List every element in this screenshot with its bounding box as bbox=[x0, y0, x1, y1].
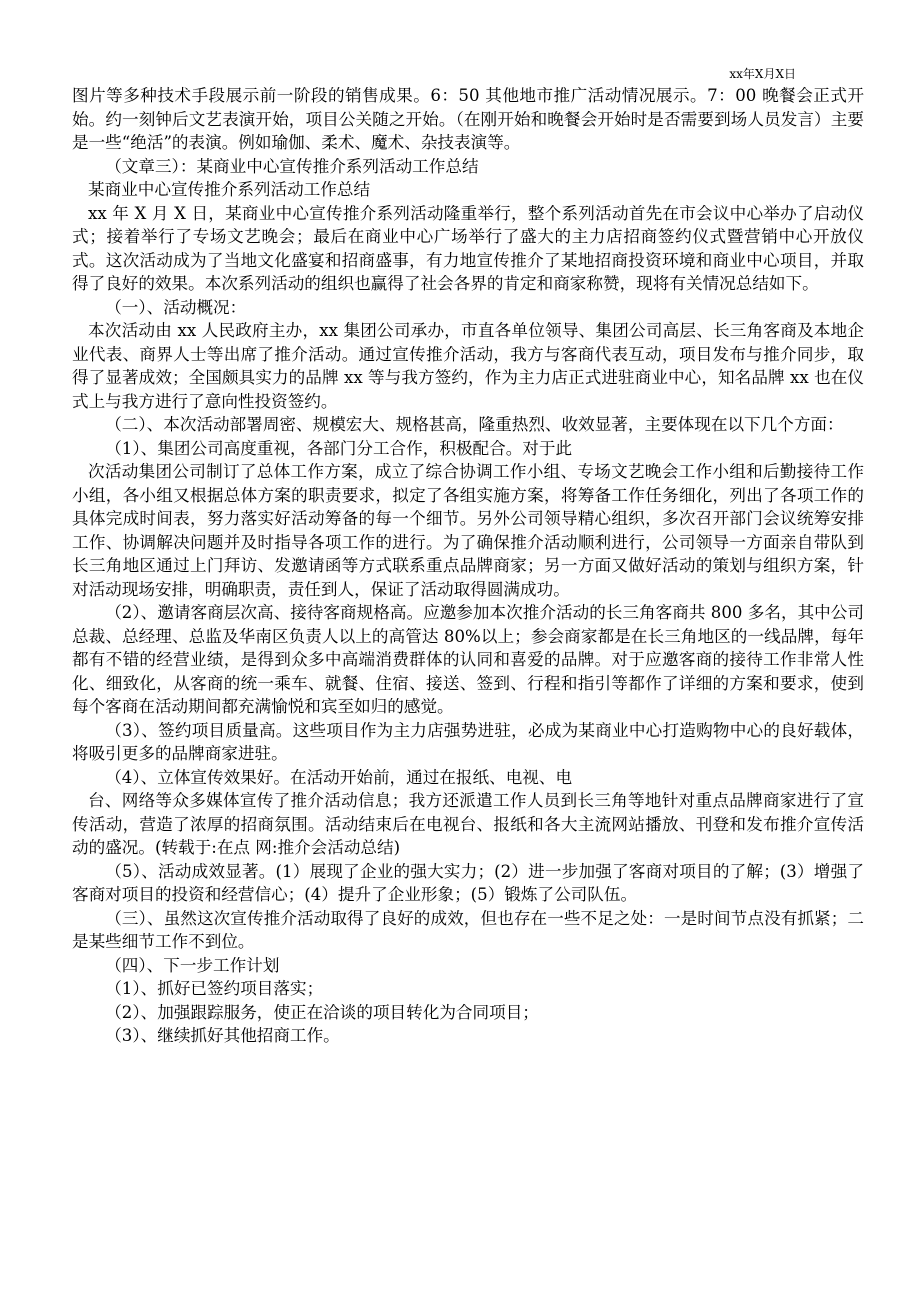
paragraph-plan-3: （3）、继续抓好其他招商工作。 bbox=[105, 1026, 340, 1045]
paragraph-point-1-body: 次活动集团公司制订了总体工作方案，成立了综合协调工作小组、专场文艺晚会工作小组和后勤接待工作小组，各小组又根据总体方案的职责要求，拟定了各组实施方案，将筹备工作任务细化，列出了各项工作的具体完成时间表，努力落实好活动筹备的每一个细节。另外公司领导精心组织，多次召开部门会议统筹安排工作、协调解决问题并及时指导各项工作的进行。为了确保推介活动顺利进行，公司领导一方面亲自带队到长三角地区通过上门拜访、发邀请函等方式联系重点品牌商家；另一方面又做好活动的策划与组织方案，针对活动现场安排，明确职责，责任到人，保证了活动取得圆满成功。 bbox=[72, 462, 864, 599]
paragraph-section-2-heading: （二）、本次活动部署周密、规模宏大、规格甚高，隆重热烈、收效显著，主要体现在以下几个方面： bbox=[105, 415, 844, 434]
paragraph-title: 某商业中心宣传推介系列活动工作总结 bbox=[88, 180, 371, 199]
page-header-date: xx年X月X日 bbox=[729, 67, 796, 81]
paragraph-section-4-heading: （四）、下一步工作计划 bbox=[105, 955, 280, 975]
paragraph-intro: xx 年 X 月 X 日，某商业中心宣传推介系列活动隆重举行，整个系列活动首先在市会议中心举办了启动仪式；接着举行了专场文艺晚会；最后在商业中心广场举行了盛大的主力店招商签约仪式暨营销中心开放仪式。这次活动成为了当地文化盛宴和招商盛事，有力地宣传推介了某地招商投资环境和商业中心项目，并取得了良好的效果。本次系列活动的组织也赢得了社会各界的肯定和商家称赞，现将有关情况总结如下。 bbox=[72, 203, 864, 293]
paragraph-overview: 本次活动由 xx 人民政府主办，xx 集团公司承办，市直各单位领导、集团公司高层、长三角客商及本地企业代表、商界人士等出席了推介活动。通过宣传推介活动，我方与客商代表互动，项目发布与推介同步，取得了显著成效；全国颇具实力的品牌 xx 等与我方签约，作为主力店正式进驻商业中心，知名品牌 xx 也在仪式上与我方进行了意向性投资签约。 bbox=[72, 321, 864, 411]
paragraph-section-1-heading: （一）、活动概况： bbox=[105, 297, 247, 317]
paragraph-point-3: （3）、签约项目质量高。这些项目作为主力店强势进驻，必成为某商业中心打造购物中心的良好载体，将吸引更多的品牌商家进驻。 bbox=[72, 720, 864, 763]
paragraph-continued-schedule: 图片等多种技术手段展示前一阶段的销售成果。6：50 其他地市推广活动情况展示。7：00 晚餐会正式开始。约一刻钟后文艺表演开始，项目公关随之开始。（在刚开始和晚餐会开始时是否需要到场人员发言）主要是一些“绝活”的表演。例如瑜伽、柔术、魔术、杂技表演等。 bbox=[72, 86, 864, 152]
document-body bbox=[72, 84, 864, 1048]
paragraph-plan-2: （2）、加强跟踪服务，使正在洽谈的项目转化为合同项目； bbox=[105, 1002, 539, 1022]
paragraph-section-3: （三）、虽然这次宣传推介活动取得了良好的成效，但也存在一些不足之处：一是时间节点没有抓紧；二是某些细节工作不到位。 bbox=[72, 908, 864, 951]
paragraph-point-1-lead: （1）、集团公司高度重视，各部门分工合作，积极配合。对于此 bbox=[105, 438, 573, 458]
paragraph-article-heading: （文章三）：某商业中心宣传推介系列活动工作总结 bbox=[105, 156, 479, 176]
paragraph-point-2: （2）、邀请客商层次高、接待客商规格高。应邀参加本次推介活动的长三角客商共 800 多名，其中公司总裁、总经理、总监及华南区负责人以上的高管达 80%以上；参会商家都是在长三角地区的一线品牌，每年都有不错的经营业绩，是得到众多中高端消费群体的认同和喜爱的品牌。对于应邀客商的接待工作非常人性化、细致化，从客商的统一乘车、就餐、住宿、接送、签到、行程和指引等都作了详细的方案和要求，使到每个客商在活动期间都充满愉悦和宾至如归的感觉。 bbox=[72, 603, 864, 716]
paragraph-plan-1: （1）、抓好已签约项目落实； bbox=[105, 979, 324, 998]
paragraph-point-5: （5）、活动成效显著。(1）展现了企业的强大实力；(2）进一步加强了客商对项目的了解；(3）增强了客商对项目的投资和经营信心；(4）提升了企业形象；(5）锻炼了公司队伍。 bbox=[72, 861, 864, 904]
paragraph-point-4-body: 台、网络等众多媒体宣传了推介活动信息；我方还派遣工作人员到长三角等地针对重点品牌商家进行了宣传活动，营造了浓厚的招商氛围。活动结束后在电视台、报纸和各大主流网站播放、刊登和发布推介宣传活动的盛况。(转载于:在点 网:推介会活动总结) bbox=[72, 791, 864, 857]
paragraph-point-4-lead: （4）、立体宣传效果好。在活动开始前，通过在报纸、电视、电 bbox=[105, 767, 573, 787]
